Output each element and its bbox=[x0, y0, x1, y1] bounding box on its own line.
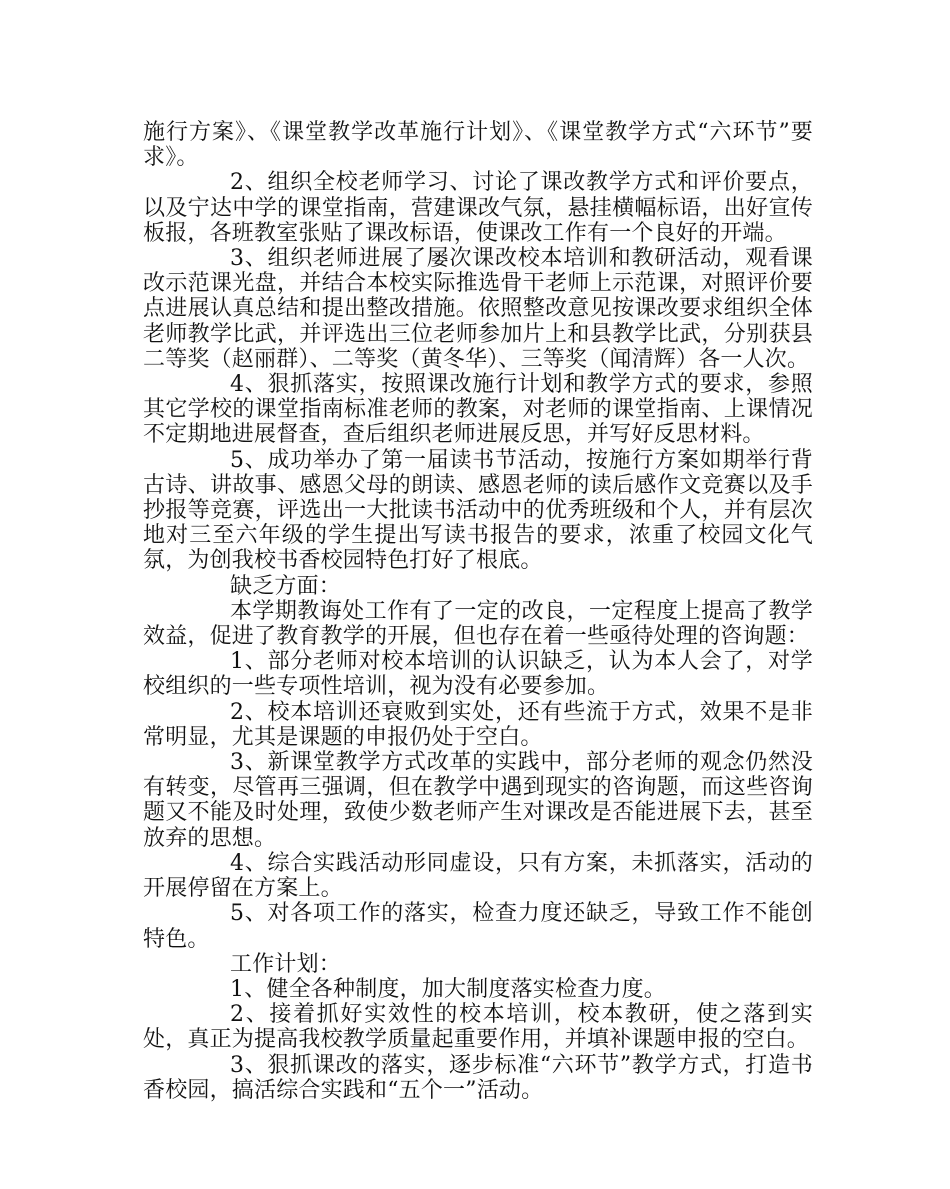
document-body bbox=[143, 120, 813, 1103]
section-heading-shortcomings: 缺乏方面： bbox=[230, 573, 342, 599]
paragraph-8: 2、校本培训还衰败到实处，还有些流于方式，效果不是非常明显，尤其是课题的申报仍处于空白。 bbox=[143, 699, 813, 750]
paragraph-6: 本学期教诲处工作有了一定的改良，一定程度上提高了教学效益，促进了教育教学的开展，但也存在着一些亟待处理的咨询题： bbox=[143, 598, 813, 650]
paragraph-9: 3、新课堂教学方式改革的实践中，部分老师的观念仍然没有转变，尽管再三强调，但在教学中遇到现实的咨询题，而这些咨询题又不能及时处理，致使少数老师产生对课改是否能进展下去，甚至放弃的思想。 bbox=[143, 750, 813, 851]
section-heading-work-plan: 工作计划： bbox=[230, 951, 342, 977]
paragraph-3: 3、组织老师进展了屡次课改校本培训和教研活动，观看课改示范课光盘，并结合本校实际推选骨干老师上示范课，对照评价要点进展认真总结和提出整改措施。依照整改意见按课改要求组织全体老师教学比武，并评选出三位老师参加片上和县教学比武，分别获县二等奖（赵丽群）、二等奖（黄冬华）、三等奖（闻清辉）各一人次。 bbox=[143, 246, 813, 372]
paragraph-4: 4、狠抓落实，按照课改施行计划和教学方式的要求，参照其它学校的课堂指南标准老师的教案，对老师的课堂指南、上课情况不定期地进展督查，查后组织老师进展反思，并写好反思材料。 bbox=[143, 372, 813, 448]
paragraph-1: 施行方案》、《课堂教学改革施行计划》、《课堂教学方式“六环节”要求》。 bbox=[143, 120, 813, 171]
paragraph-14: 3、狠抓课改的落实，逐步标准“六环节”教学方式，打造书香校园，搞活综合实践和“五个一”活动。 bbox=[143, 1052, 813, 1103]
paragraph-11: 5、对各项工作的落实，检查力度还缺乏，导致工作不能创特色。 bbox=[143, 901, 813, 952]
paragraph-12: 1、健全各种制度，加大制度落实检查力度。 bbox=[230, 976, 666, 1002]
paragraph-5: 5、成功举办了第一届读书节活动，按施行方案如期举行背古诗、讲故事、感恩父母的朗读、感恩老师的读后感作文竞赛以及手抄报等竞赛，评选出一大批读书活动中的优秀班级和个人，并有层次地对三至六年级的学生提出写读书报告的要求，浓重了校园文化气氛，为创我校书香校园特色打好了根底。 bbox=[143, 447, 813, 574]
paragraph-10: 4、综合实践活动形同虚设，只有方案，未抓落实，活动的开展停留在方案上。 bbox=[143, 850, 813, 902]
paragraph-13: 2、接着抓好实效性的校本培训，校本教研，使之落到实处，真正为提高我校教学质量起重要作用，并填补课题申报的空白。 bbox=[143, 1002, 813, 1053]
paragraph-2: 2、组织全校老师学习、讨论了课改教学方式和评价要点，以及宁达中学的课堂指南，营建课改气氛，悬挂横幅标语，出好宣传板报，各班教室张贴了课改标语，使课改工作有一个良好的开端。 bbox=[143, 170, 813, 246]
paragraph-7: 1、部分老师对校本培训的认识缺乏，认为本人会了，对学校组织的一些专项性培训，视为没有必要参加。 bbox=[143, 649, 813, 700]
